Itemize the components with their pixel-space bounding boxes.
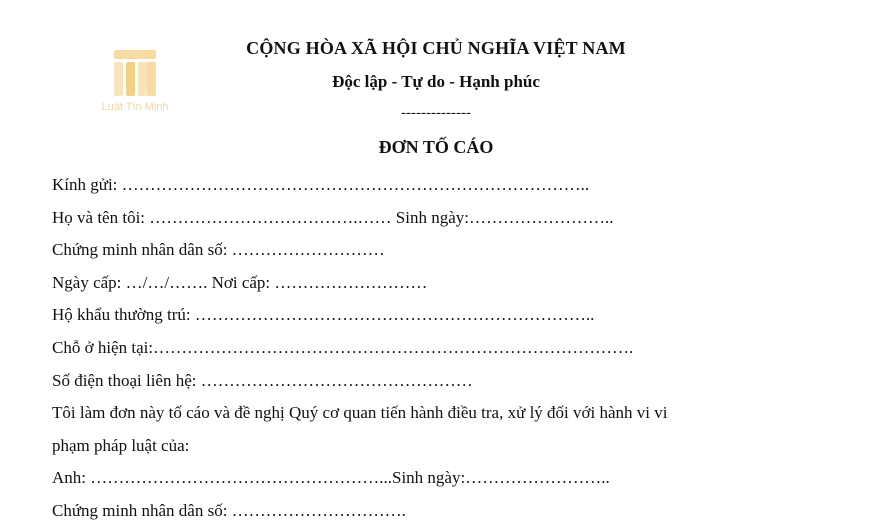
issue-date-line: Ngày cấp: …/…/……. Nơi cấp: ……………………… (52, 272, 428, 292)
accused-name-line: Anh: ……………………………………………...Sinh ngày:…………………….. (52, 468, 610, 488)
statement-continuation-line: phạm pháp luật của: (52, 435, 190, 455)
permanent-residence-line: Hộ khẩu thường trú: …………………………………………………………….. (52, 305, 595, 325)
form-body (52, 171, 852, 530)
header-divider: -------------- (401, 105, 471, 121)
phone-line: Số điện thoại liên hệ: ………………………………………… (52, 370, 473, 390)
current-address-line: Chỗ ở hiện tại:…………………………………………………………………………. (52, 337, 634, 357)
full-name-line: Họ và tên tôi: ……………………………….…… Sinh ngày:…………………….. (52, 207, 614, 227)
statement-line: Tôi làm đơn này tố cáo và đề nghị Quý cơ quan tiến hành điều tra, xử lý đối với hành vi vi (52, 403, 668, 423)
national-title: CỘNG HÒA XÃ HỘI CHỦ NGHĨA VIỆT NAM (246, 38, 626, 58)
accused-id-line: Chứng minh nhân dân số: …………………………. (52, 500, 406, 520)
watermark-brand-text: Luật Tín Minh (101, 101, 169, 113)
id-number-line: Chứng minh nhân dân số: ……………………… (52, 240, 385, 260)
national-motto: Độc lập - Tự do - Hạnh phúc (332, 72, 540, 91)
recipient-line: Kính gửi: ……………………………………………………………………….. (52, 175, 590, 194)
document-title: ĐƠN TỐ CÁO (378, 137, 494, 157)
